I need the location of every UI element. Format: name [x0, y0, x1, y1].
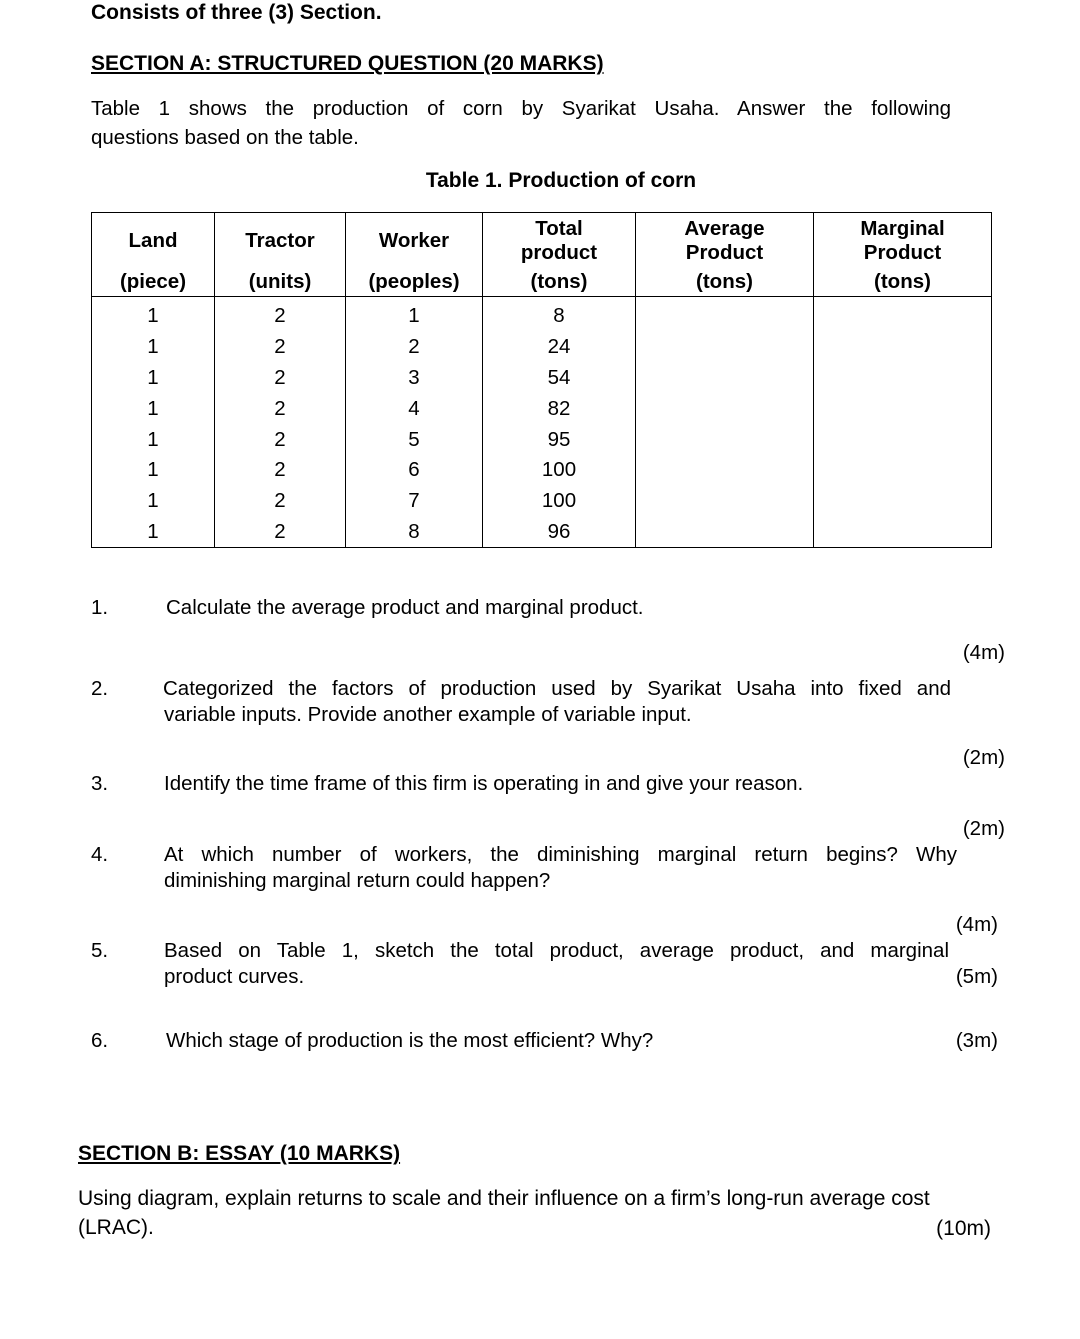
- cell-marginal-product: [814, 393, 992, 424]
- cell-total-product: 54: [483, 363, 636, 394]
- cell-tractor: 2: [215, 297, 346, 332]
- section-b-line-1: Using diagram, explain returns to scale and their influence on a firm’s long-run average cost: [78, 1187, 930, 1210]
- cell-total-product: 24: [483, 332, 636, 363]
- question-number: 6.: [91, 1029, 109, 1052]
- cell-land: 1: [92, 393, 215, 424]
- section-b-title: SECTION B: ESSAY (10 MARKS): [78, 1142, 401, 1165]
- cell-average-product: [636, 332, 814, 363]
- section-b-line-2: (LRAC).: [78, 1216, 154, 1239]
- table-row: [92, 297, 992, 332]
- cell-average-product: [636, 517, 814, 548]
- cell-land: 1: [92, 455, 215, 486]
- cell-land: 1: [92, 297, 215, 332]
- cell-marginal-product: [814, 455, 992, 486]
- table-header-row: [92, 213, 992, 297]
- cell-marginal-product: [814, 517, 992, 548]
- cell-worker: 4: [346, 393, 483, 424]
- cell-worker: 6: [346, 455, 483, 486]
- cell-marginal-product: [814, 332, 992, 363]
- cell-land: 1: [92, 486, 215, 517]
- question-number: 4.: [91, 843, 109, 866]
- cell-total-product: 100: [483, 486, 636, 517]
- cell-marginal-product: [814, 486, 992, 517]
- cell-average-product: [636, 363, 814, 394]
- question-2-line-2: variable inputs. Provide another example of variable input.: [164, 703, 692, 726]
- cell-marginal-product: [814, 424, 992, 455]
- table-row: [92, 424, 992, 455]
- question-number: 1.: [91, 596, 109, 619]
- question-number: 2.: [91, 677, 109, 700]
- table-row: [92, 393, 992, 424]
- cell-total-product: 96: [483, 517, 636, 548]
- cell-tractor: 2: [215, 393, 346, 424]
- cell-tractor: 2: [215, 455, 346, 486]
- cell-average-product: [636, 297, 814, 332]
- question-2-line-1: Categorized the factors of production used by Syarikat Usaha into fixed and: [163, 677, 951, 700]
- question-5-line-2: product curves.: [164, 965, 305, 988]
- table-caption: Table 1. Production of corn: [425, 169, 697, 192]
- question-3-mark: (2m): [962, 817, 1005, 840]
- cell-worker: 7: [346, 486, 483, 517]
- cell-total-product: 95: [483, 424, 636, 455]
- cell-average-product: [636, 393, 814, 424]
- intro-text: Consists of three (3) Section.: [91, 1, 382, 24]
- column-header-marginal-product: Marginal Product (tons): [814, 213, 992, 297]
- cell-average-product: [636, 424, 814, 455]
- column-header-land: Land (piece): [92, 213, 215, 297]
- cell-worker: 2: [346, 332, 483, 363]
- cell-total-product: 100: [483, 455, 636, 486]
- column-header-total-product: Total product (tons): [483, 213, 636, 297]
- cell-tractor: 2: [215, 363, 346, 394]
- question-number: 5.: [91, 939, 109, 962]
- cell-marginal-product: [814, 363, 992, 394]
- question-number: 3.: [91, 772, 109, 795]
- question-6-text: Which stage of production is the most efficient? Why?: [166, 1029, 654, 1052]
- question-4-mark: (4m): [955, 913, 998, 936]
- table-row: [92, 455, 992, 486]
- column-header-tractor: Tractor (units): [215, 213, 346, 297]
- question-5-line-1: Based on Table 1, sketch the total product, average product, and marginal: [164, 939, 949, 962]
- production-table: [91, 212, 992, 548]
- section-b-mark: (10m): [936, 1217, 991, 1240]
- question-5-mark: (5m): [955, 965, 998, 988]
- cell-land: 1: [92, 517, 215, 548]
- cell-average-product: [636, 486, 814, 517]
- cell-average-product: [636, 455, 814, 486]
- cell-worker: 5: [346, 424, 483, 455]
- cell-worker: 8: [346, 517, 483, 548]
- question-1-text: Calculate the average product and marginal product.: [166, 596, 644, 619]
- question-1-mark: (4m): [962, 641, 1005, 664]
- cell-worker: 3: [346, 363, 483, 394]
- cell-land: 1: [92, 332, 215, 363]
- cell-land: 1: [92, 424, 215, 455]
- cell-worker: 1: [346, 297, 483, 332]
- cell-tractor: 2: [215, 332, 346, 363]
- table-row: [92, 486, 992, 517]
- instruction-line-1: Table 1 shows the production of corn by Syarikat Usaha. Answer the following: [91, 97, 951, 120]
- cell-total-product: 8: [483, 297, 636, 332]
- question-3-text: Identify the time frame of this firm is operating in and give your reason.: [164, 772, 804, 795]
- cell-marginal-product: [814, 297, 992, 332]
- cell-tractor: 2: [215, 517, 346, 548]
- cell-total-product: 82: [483, 393, 636, 424]
- cell-tractor: 2: [215, 486, 346, 517]
- cell-tractor: 2: [215, 424, 346, 455]
- instruction-line-2: questions based on the table.: [91, 126, 359, 149]
- question-2-mark: (2m): [962, 746, 1005, 769]
- column-header-average-product: Average Product (tons): [636, 213, 814, 297]
- question-4-line-2: diminishing marginal return could happen?: [164, 869, 551, 892]
- section-a-title: SECTION A: STRUCTURED QUESTION (20 MARKS): [91, 52, 604, 75]
- cell-land: 1: [92, 363, 215, 394]
- table-row: [92, 363, 992, 394]
- question-4-line-1: At which number of workers, the diminishing marginal return begins? Why: [164, 843, 957, 866]
- column-header-worker: Worker (peoples): [346, 213, 483, 297]
- table-row: [92, 332, 992, 363]
- table-row: [92, 517, 992, 548]
- question-6-mark: (3m): [955, 1029, 998, 1052]
